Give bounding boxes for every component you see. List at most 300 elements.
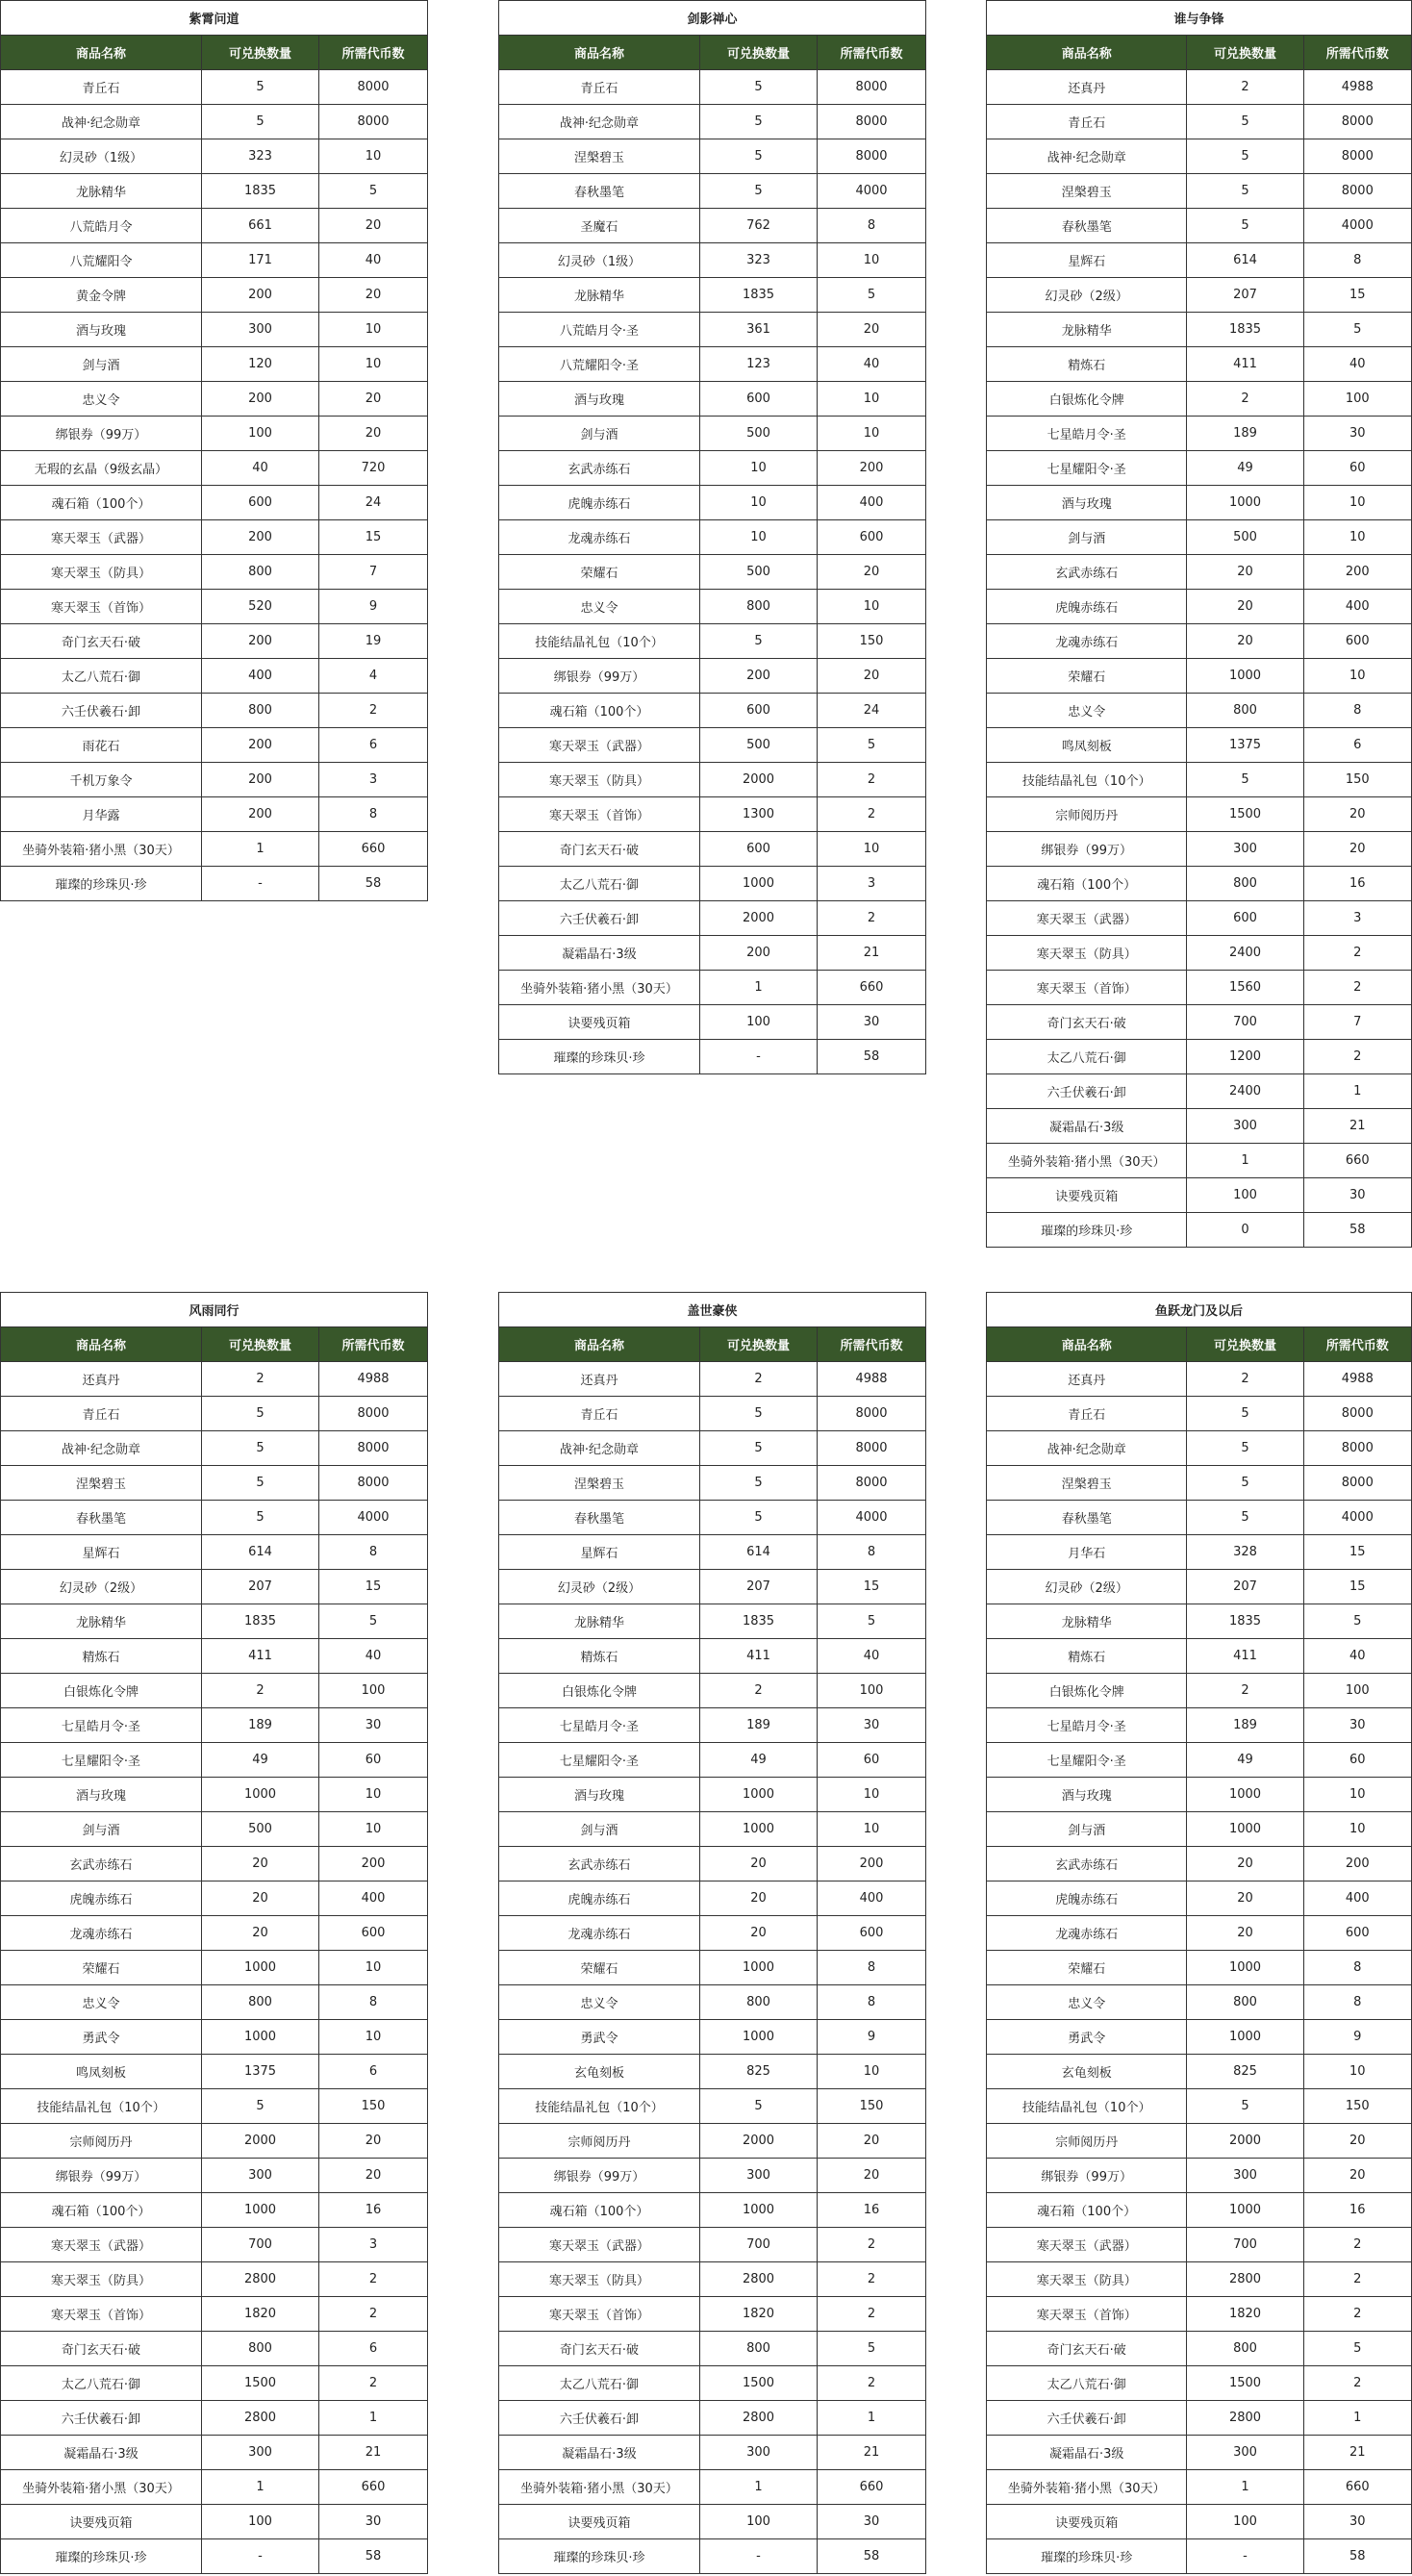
- table-row: [1, 243, 428, 278]
- quantity-cell: 661: [202, 209, 319, 243]
- token-cost-cell: 400: [818, 486, 926, 520]
- token-cost-cell: 8: [1303, 1951, 1411, 1985]
- item-name-cell: 千机万象令: [1, 763, 202, 797]
- table-row: [987, 1213, 1412, 1248]
- token-cost-cell: 10: [319, 313, 428, 347]
- item-name-cell: 太乙八荒石·御: [1, 2366, 202, 2401]
- token-cost-cell: 150: [818, 2089, 926, 2124]
- token-cost-cell: 5: [1303, 2332, 1411, 2366]
- item-name-cell: 战神·纪念勋章: [987, 139, 1187, 174]
- table-row: [987, 1109, 1412, 1144]
- header-token-cost: 所需代币数: [319, 36, 428, 70]
- item-name-cell: 月华露: [1, 797, 202, 832]
- table-row: [499, 2159, 926, 2193]
- token-cost-cell: 2: [1303, 2228, 1411, 2262]
- quantity-cell: 200: [700, 936, 818, 971]
- table-row: [499, 2297, 926, 2332]
- item-name-cell: 酒与玫瑰: [499, 1778, 700, 1812]
- quantity-cell: 20: [1187, 1881, 1303, 1916]
- table-row: [987, 555, 1412, 590]
- table-row: [1, 1743, 428, 1778]
- item-name-cell: 酒与玫瑰: [1, 1778, 202, 1812]
- quantity-cell: 2800: [202, 2401, 319, 2436]
- token-cost-cell: 8000: [319, 70, 428, 105]
- quantity-cell: 1300: [700, 797, 818, 832]
- quantity-cell: 2: [700, 1362, 818, 1397]
- token-cost-cell: 7: [319, 555, 428, 590]
- item-name-cell: 星辉石: [1, 1535, 202, 1570]
- token-cost-cell: 20: [319, 382, 428, 417]
- item-name-cell: 七星耀阳令·圣: [987, 451, 1187, 486]
- token-cost-cell: 30: [1303, 1708, 1411, 1743]
- token-cost-cell: 8000: [319, 1466, 428, 1501]
- token-cost-cell: 2: [1303, 2366, 1411, 2401]
- item-name-cell: 六壬伏羲石·卸: [499, 2401, 700, 2436]
- item-name-cell: 璀璨的珍珠贝·珍: [987, 2539, 1187, 2574]
- table-title: 盖世豪侠: [499, 1293, 926, 1327]
- quantity-cell: -: [700, 2539, 818, 2574]
- token-cost-cell: 200: [818, 1847, 926, 1881]
- token-cost-cell: 2: [818, 901, 926, 936]
- item-name-cell: 忠义令: [1, 1985, 202, 2020]
- token-cost-cell: 4988: [319, 1362, 428, 1397]
- quantity-cell: 5: [700, 624, 818, 659]
- quantity-cell: 5: [1187, 1501, 1303, 1535]
- item-name-cell: 虎魄赤练石: [499, 1881, 700, 1916]
- item-name-cell: 幻灵砂（1级）: [1, 139, 202, 174]
- table-title: 鱼跃龙门及以后: [987, 1293, 1412, 1327]
- item-name-cell: 涅槃碧玉: [1, 1466, 202, 1501]
- quantity-cell: 600: [700, 694, 818, 728]
- table-row: [987, 2124, 1412, 2159]
- item-name-cell: 八荒皓月令: [1, 209, 202, 243]
- item-name-cell: 战神·纪念勋章: [499, 105, 700, 139]
- token-cost-cell: 600: [319, 1916, 428, 1951]
- quantity-cell: 700: [202, 2228, 319, 2262]
- table-row: [499, 624, 926, 659]
- table-row: [499, 2193, 926, 2228]
- token-cost-cell: 600: [818, 520, 926, 555]
- item-name-cell: 剑与酒: [987, 520, 1187, 555]
- token-cost-cell: 4000: [1303, 209, 1411, 243]
- table-row: [987, 867, 1412, 901]
- table-row: [987, 2193, 1412, 2228]
- token-cost-cell: 660: [1303, 1144, 1411, 1178]
- quantity-cell: 500: [700, 728, 818, 763]
- item-name-cell: 璀璨的珍珠贝·珍: [499, 1040, 700, 1074]
- table-row: [1, 2297, 428, 2332]
- header-quantity: 可兑换数量: [202, 1327, 319, 1362]
- quantity-cell: 600: [700, 832, 818, 867]
- token-cost-cell: 10: [818, 417, 926, 451]
- item-name-cell: 玄龟刻板: [987, 2055, 1187, 2089]
- item-name-cell: 龙魂赤练石: [987, 624, 1187, 659]
- item-name-cell: 虎魄赤练石: [1, 1881, 202, 1916]
- table-row: [987, 1397, 1412, 1431]
- item-name-cell: 七星耀阳令·圣: [1, 1743, 202, 1778]
- table-row: [499, 2262, 926, 2297]
- table-row: [987, 105, 1412, 139]
- table-row: [1, 2436, 428, 2470]
- table-row: [987, 797, 1412, 832]
- item-name-cell: 忠义令: [987, 694, 1187, 728]
- item-name-cell: 绑银券（99万）: [987, 832, 1187, 867]
- token-cost-cell: 30: [319, 2505, 428, 2539]
- token-cost-cell: 20: [319, 2124, 428, 2159]
- item-name-cell: 精炼石: [987, 347, 1187, 382]
- table-row: [1, 728, 428, 763]
- token-cost-cell: 40: [319, 1639, 428, 1674]
- table-row: [1, 1812, 428, 1847]
- item-name-cell: 还真丹: [987, 70, 1187, 105]
- table-row: [1, 1639, 428, 1674]
- table-row: [987, 451, 1412, 486]
- header-quantity: 可兑换数量: [1187, 1327, 1303, 1362]
- token-cost-cell: 9: [319, 590, 428, 624]
- item-name-cell: 龙魂赤练石: [1, 1916, 202, 1951]
- table-row: [499, 1570, 926, 1604]
- item-name-cell: 八荒皓月令·圣: [499, 313, 700, 347]
- item-name-cell: 龙脉精华: [1, 174, 202, 209]
- item-name-cell: 战神·纪念勋章: [987, 1431, 1187, 1466]
- item-name-cell: 龙魂赤练石: [499, 1916, 700, 1951]
- item-name-cell: 寒天翠玉（防具）: [987, 936, 1187, 971]
- item-name-cell: 技能结晶礼包（10个）: [987, 763, 1187, 797]
- item-name-cell: 奇门玄天石·破: [987, 2332, 1187, 2366]
- quantity-cell: 1500: [1187, 2366, 1303, 2401]
- item-name-cell: 技能结晶礼包（10个）: [1, 2089, 202, 2124]
- item-name-cell: 涅槃碧玉: [987, 1466, 1187, 1501]
- item-name-cell: 奇门玄天石·破: [499, 832, 700, 867]
- item-name-cell: 虎魄赤练石: [987, 1881, 1187, 1916]
- exchange-table: [498, 0, 926, 1074]
- item-name-cell: 六壬伏羲石·卸: [1, 2401, 202, 2436]
- item-name-cell: 奇门玄天石·破: [1, 2332, 202, 2366]
- token-cost-cell: 1: [319, 2401, 428, 2436]
- quantity-cell: 200: [202, 382, 319, 417]
- token-cost-cell: 10: [319, 139, 428, 174]
- quantity-cell: 5: [700, 139, 818, 174]
- table-header-row: [987, 1327, 1412, 1362]
- item-name-cell: 璀璨的珍珠贝·珍: [1, 2539, 202, 2574]
- token-cost-cell: 3: [319, 2228, 428, 2262]
- table-row: [499, 2228, 926, 2262]
- quantity-cell: 200: [700, 659, 818, 694]
- item-name-cell: 白银炼化令牌: [987, 382, 1187, 417]
- token-cost-cell: 1: [818, 2401, 926, 2436]
- token-cost-cell: 8000: [1303, 174, 1411, 209]
- item-name-cell: 六壬伏羲石·卸: [987, 1074, 1187, 1109]
- token-cost-cell: 200: [1303, 555, 1411, 590]
- quantity-cell: 5: [1187, 1397, 1303, 1431]
- table-row: [1, 694, 428, 728]
- header-item-name: 商品名称: [987, 36, 1187, 70]
- quantity-cell: 2800: [202, 2262, 319, 2297]
- table-row: [987, 243, 1412, 278]
- table-row: [1, 417, 428, 451]
- quantity-cell: 20: [700, 1916, 818, 1951]
- quantity-cell: 5: [1187, 1431, 1303, 1466]
- table-row: [499, 243, 926, 278]
- quantity-cell: 1835: [202, 174, 319, 209]
- token-cost-cell: 20: [319, 209, 428, 243]
- item-name-cell: 剑与酒: [1, 1812, 202, 1847]
- table-header-row: [499, 36, 926, 70]
- item-name-cell: 忠义令: [1, 382, 202, 417]
- token-cost-cell: 8: [818, 209, 926, 243]
- quantity-cell: 2000: [1187, 2124, 1303, 2159]
- token-cost-cell: 30: [1303, 2505, 1411, 2539]
- token-cost-cell: 5: [818, 1604, 926, 1639]
- token-cost-cell: 40: [818, 1639, 926, 1674]
- token-cost-cell: 16: [818, 2193, 926, 2228]
- token-cost-cell: 16: [1303, 867, 1411, 901]
- quantity-cell: 49: [700, 1743, 818, 1778]
- item-name-cell: 玄武赤练石: [1, 1847, 202, 1881]
- table-row: [1, 2159, 428, 2193]
- item-name-cell: 宗师阅历丹: [987, 2124, 1187, 2159]
- token-cost-cell: 100: [818, 1674, 926, 1708]
- token-cost-cell: 400: [818, 1881, 926, 1916]
- token-cost-cell: 8000: [319, 105, 428, 139]
- table-row: [499, 2436, 926, 2470]
- item-name-cell: 璀璨的珍珠贝·珍: [987, 1213, 1187, 1248]
- token-cost-cell: 20: [818, 2124, 926, 2159]
- table-row: [499, 2401, 926, 2436]
- token-cost-cell: 8000: [1303, 1466, 1411, 1501]
- item-name-cell: 宗师阅历丹: [987, 797, 1187, 832]
- quantity-cell: 1: [1187, 2470, 1303, 2505]
- table-row: [987, 278, 1412, 313]
- table-row: [1, 867, 428, 901]
- table-row: [987, 1178, 1412, 1213]
- table-row: [987, 1743, 1412, 1778]
- quantity-cell: 800: [700, 590, 818, 624]
- table-row: [987, 1778, 1412, 1812]
- token-cost-cell: 3: [319, 763, 428, 797]
- token-cost-cell: 8: [818, 1985, 926, 2020]
- quantity-cell: 500: [1187, 520, 1303, 555]
- item-name-cell: 酒与玫瑰: [987, 1778, 1187, 1812]
- table-row: [499, 797, 926, 832]
- table-row: [499, 971, 926, 1005]
- quantity-cell: 100: [202, 2505, 319, 2539]
- token-cost-cell: 40: [1303, 1639, 1411, 1674]
- token-cost-cell: 8: [1303, 694, 1411, 728]
- token-cost-cell: 2: [818, 2228, 926, 2262]
- token-cost-cell: 6: [319, 2332, 428, 2366]
- quantity-cell: 825: [1187, 2055, 1303, 2089]
- item-name-cell: 龙脉精华: [987, 313, 1187, 347]
- quantity-cell: 1000: [1187, 2193, 1303, 2228]
- table-header-row: [987, 36, 1412, 70]
- quantity-cell: 800: [202, 694, 319, 728]
- quantity-cell: 411: [1187, 347, 1303, 382]
- table-row: [499, 1466, 926, 1501]
- table-row: [987, 1005, 1412, 1040]
- item-name-cell: 奇门玄天石·破: [499, 2332, 700, 2366]
- quantity-cell: 5: [700, 70, 818, 105]
- table-row: [987, 936, 1412, 971]
- table-row: [499, 486, 926, 520]
- table-row: [987, 313, 1412, 347]
- quantity-cell: 1000: [1187, 659, 1303, 694]
- token-cost-cell: 10: [1303, 659, 1411, 694]
- item-name-cell: 战神·纪念勋章: [1, 1431, 202, 1466]
- table-row: [987, 1847, 1412, 1881]
- exchange-table: [0, 0, 428, 901]
- quantity-cell: 49: [1187, 1743, 1303, 1778]
- token-cost-cell: 58: [1303, 2539, 1411, 2574]
- quantity-cell: 2000: [700, 2124, 818, 2159]
- item-name-cell: 七星皓月令·圣: [987, 1708, 1187, 1743]
- quantity-cell: 500: [700, 417, 818, 451]
- table-row: [499, 901, 926, 936]
- token-cost-cell: 5: [1303, 1604, 1411, 1639]
- quantity-cell: -: [1187, 2539, 1303, 2574]
- item-name-cell: 剑与酒: [987, 1812, 1187, 1847]
- token-cost-cell: 150: [1303, 2089, 1411, 2124]
- token-cost-cell: 8: [818, 1951, 926, 1985]
- token-cost-cell: 600: [1303, 1916, 1411, 1951]
- table-row: [499, 2366, 926, 2401]
- quantity-cell: 100: [700, 2505, 818, 2539]
- table-row: [499, 1985, 926, 2020]
- table-row: [499, 1040, 926, 1074]
- table-row: [499, 1397, 926, 1431]
- token-cost-cell: 30: [1303, 417, 1411, 451]
- table-row: [1, 763, 428, 797]
- item-name-cell: 荣耀石: [499, 1951, 700, 1985]
- item-name-cell: 春秋墨笔: [499, 1501, 700, 1535]
- quantity-cell: 20: [202, 1916, 319, 1951]
- item-name-cell: 鸣凤刻板: [1, 2055, 202, 2089]
- item-name-cell: 青丘石: [987, 1397, 1187, 1431]
- quantity-cell: 1835: [1187, 1604, 1303, 1639]
- table-row: [499, 832, 926, 867]
- item-name-cell: 勇武令: [987, 2020, 1187, 2055]
- token-cost-cell: 8000: [1303, 1431, 1411, 1466]
- table-row: [499, 313, 926, 347]
- token-cost-cell: 8: [319, 1985, 428, 2020]
- quantity-cell: 1820: [202, 2297, 319, 2332]
- item-name-cell: 酒与玫瑰: [1, 313, 202, 347]
- table-row: [987, 2539, 1412, 2574]
- quantity-cell: 1000: [700, 1812, 818, 1847]
- token-cost-cell: 6: [1303, 728, 1411, 763]
- item-name-cell: 荣耀石: [987, 659, 1187, 694]
- quantity-cell: 1: [1187, 1144, 1303, 1178]
- quantity-cell: 1000: [700, 2020, 818, 2055]
- table-row: [499, 1005, 926, 1040]
- token-cost-cell: 4988: [818, 1362, 926, 1397]
- item-name-cell: 龙脉精华: [987, 1604, 1187, 1639]
- table-header-row: [1, 36, 428, 70]
- token-cost-cell: 9: [1303, 2020, 1411, 2055]
- item-name-cell: 春秋墨笔: [499, 174, 700, 209]
- token-cost-cell: 150: [319, 2089, 428, 2124]
- quantity-cell: 5: [1187, 174, 1303, 209]
- table-row: [987, 417, 1412, 451]
- table-row: [987, 763, 1412, 797]
- header-item-name: 商品名称: [1, 1327, 202, 1362]
- item-name-cell: 坐骑外装箱·猪小黑（30天）: [499, 2470, 700, 2505]
- quantity-cell: 207: [700, 1570, 818, 1604]
- table-row: [499, 1743, 926, 1778]
- token-cost-cell: 30: [818, 2505, 926, 2539]
- item-name-cell: 奇门玄天石·破: [1, 624, 202, 659]
- quantity-cell: 120: [202, 347, 319, 382]
- token-cost-cell: 5: [818, 2332, 926, 2366]
- token-cost-cell: 15: [319, 1570, 428, 1604]
- item-name-cell: 寒天翠玉（防具）: [1, 555, 202, 590]
- table-row: [499, 1847, 926, 1881]
- item-name-cell: 六壬伏羲石·卸: [1, 694, 202, 728]
- table-row: [499, 1431, 926, 1466]
- quantity-cell: 40: [202, 451, 319, 486]
- quantity-cell: 1000: [700, 867, 818, 901]
- table-row: [987, 659, 1412, 694]
- table-row: [987, 70, 1412, 105]
- table-row: [987, 2262, 1412, 2297]
- token-cost-cell: 6: [319, 728, 428, 763]
- table-row: [1, 382, 428, 417]
- quantity-cell: 1: [700, 2470, 818, 2505]
- quantity-cell: 1000: [700, 2193, 818, 2228]
- quantity-cell: 5: [700, 1431, 818, 1466]
- item-name-cell: 七星耀阳令·圣: [987, 1743, 1187, 1778]
- table-row: [987, 2470, 1412, 2505]
- quantity-cell: 5: [1187, 763, 1303, 797]
- token-cost-cell: 4000: [1303, 1501, 1411, 1535]
- item-name-cell: 白银炼化令牌: [1, 1674, 202, 1708]
- table-row: [499, 520, 926, 555]
- quantity-cell: 5: [202, 70, 319, 105]
- token-cost-cell: 10: [319, 1778, 428, 1812]
- token-cost-cell: 200: [818, 451, 926, 486]
- quantity-cell: 800: [202, 1985, 319, 2020]
- item-name-cell: 幻灵砂（2级）: [987, 278, 1187, 313]
- item-name-cell: 星辉石: [499, 1535, 700, 1570]
- table-row: [499, 209, 926, 243]
- quantity-cell: 800: [202, 2332, 319, 2366]
- table-row: [499, 728, 926, 763]
- quantity-cell: 700: [700, 2228, 818, 2262]
- table-row: [1, 1708, 428, 1743]
- token-cost-cell: 4000: [818, 174, 926, 209]
- token-cost-cell: 40: [1303, 347, 1411, 382]
- token-cost-cell: 9: [818, 2020, 926, 2055]
- table-row: [499, 1881, 926, 1916]
- table-row: [987, 1604, 1412, 1639]
- token-cost-cell: 15: [818, 1570, 926, 1604]
- item-name-cell: 魂石箱（100个）: [499, 694, 700, 728]
- quantity-cell: 411: [700, 1639, 818, 1674]
- table-row: [1, 2366, 428, 2401]
- quantity-cell: 5: [700, 174, 818, 209]
- token-cost-cell: 60: [1303, 451, 1411, 486]
- token-cost-cell: 10: [319, 1951, 428, 1985]
- item-name-cell: 春秋墨笔: [1, 1501, 202, 1535]
- table-row: [499, 1916, 926, 1951]
- table-row: [987, 2366, 1412, 2401]
- item-name-cell: 寒天翠玉（防具）: [987, 2262, 1187, 2297]
- table-row: [1, 2228, 428, 2262]
- table-row: [1, 2401, 428, 2436]
- token-cost-cell: 10: [319, 347, 428, 382]
- exchange-table: [0, 1292, 428, 2574]
- item-name-cell: 六壬伏羲石·卸: [499, 901, 700, 936]
